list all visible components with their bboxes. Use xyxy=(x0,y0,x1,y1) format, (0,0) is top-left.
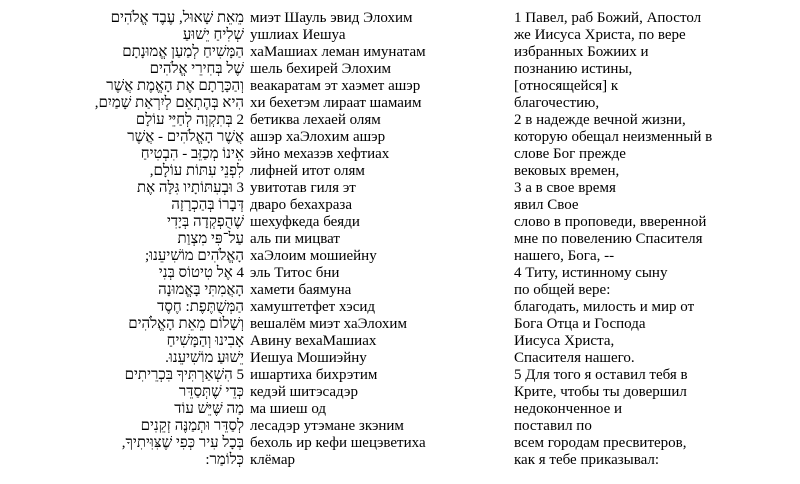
transliteration-line: эль Титос бни xyxy=(250,265,340,280)
transliteration-line: кедэй шитэсадэр xyxy=(250,384,358,399)
transliteration-line: эйно мехазэв хефтиах xyxy=(250,146,390,161)
transliteration-line: хамети баямуна xyxy=(250,282,352,297)
transliteration-line: увитотав гиля эт xyxy=(250,180,356,195)
transliteration-line: шехуфкеда беяди xyxy=(250,214,360,229)
transliteration-line: хамуштетфет хэсид xyxy=(250,299,376,314)
hebrew-line: 5 הִשְׁאַרְתִּיךָ בִּכְרֵיתִים xyxy=(124,367,244,382)
hebrew-line: עַל־פִּי מִצְוַת xyxy=(177,231,244,246)
russian-line: 1 Павел, раб Божий, Апостол xyxy=(514,10,702,25)
hebrew-line: 2 בְּתִקְוָה לְחַיֵּי עוֹלָם xyxy=(135,112,244,127)
russian-line: Спасителя нашего. xyxy=(514,350,635,365)
russian-line: 2 в надежде вечной жизни, xyxy=(514,112,686,127)
transliteration-line: хаЭлоим мошиейну xyxy=(250,248,377,263)
transliteration-line: хи бехетэм лираат шамаим xyxy=(250,95,422,110)
russian-line: 5 Для того я оставил тебя в xyxy=(514,367,688,382)
russian-line: по общей вере: xyxy=(514,282,611,297)
hebrew-line: כְּדֵי שֶׁתְּסַדֵּר xyxy=(178,384,244,399)
hebrew-line: כְּלוֹמַר: xyxy=(205,452,244,467)
hebrew-line: לִפְנֵי עִתּוֹת עוֹלָם, xyxy=(149,163,244,178)
russian-line: нашего, Бога, -- xyxy=(514,248,615,263)
transliteration-line: лифней итот олям xyxy=(250,163,365,178)
russian-line: избранных Божиих и xyxy=(514,44,649,59)
transliteration-line: Авину вехаМашиах xyxy=(250,333,377,348)
transliteration-line: миэт Шауль эвид Элохим xyxy=(250,10,413,25)
russian-line: благодать, милость и мир от xyxy=(514,299,695,314)
russian-line: 4 Титу, истинному сыну xyxy=(514,265,668,280)
transliteration-line: аль пи мицват xyxy=(250,231,340,246)
transliteration-line: хаМашиах леман имунатам xyxy=(250,44,426,59)
transliteration-line: ишартиха бихрэтим xyxy=(250,367,378,382)
transliteration-line: ма шиеш од xyxy=(250,401,327,416)
russian-line: познанию истины, xyxy=(514,61,633,76)
hebrew-line: בְּכָל עִיר כְּפִי שֶׁצִּוִּיתִיךָ, xyxy=(121,435,244,450)
hebrew-line: מַה שֶּׁיֵּשׁ עוֹד xyxy=(174,401,244,416)
russian-line: всем городам пресвитеров, xyxy=(514,435,687,450)
hebrew-line: מֵאֵת שָׁאוּל, עֶבֶד אֱלֹהִים xyxy=(110,10,244,25)
transliteration-line: веакаратам эт хаэмет ашэр xyxy=(250,78,421,93)
hebrew-line: הָאֱלֹהִים מוֹשִׁיעֵנוּ; xyxy=(145,248,244,263)
hebrew-line: אֲשֶׁר הָאֱלֹהִים - אֲשֶׁר xyxy=(127,129,244,144)
hebrew-line: יֵשׁוּעַ מוֹשִׁיעֵנוּ. xyxy=(165,350,244,365)
russian-line: Иисуса Христа, xyxy=(514,333,615,348)
russian-line: же Иисуса Христа, по вере xyxy=(514,27,686,42)
hebrew-line: הַמְּשֻׁתֶּפֶת: חֶסֶד xyxy=(157,299,244,314)
hebrew-line: הַמָּשִׁיחַ לְמַעַן אֱמוּנָתָם xyxy=(122,44,244,59)
russian-line: [относящейся] к xyxy=(514,78,619,93)
russian-line: слово в проповеди, вверенной xyxy=(514,214,707,229)
russian-line: 3 а в свое время xyxy=(514,180,616,195)
hebrew-line: הִיא בְּהֶתְאֵם לְיִרְאַת שָׁמַיִם, xyxy=(94,95,244,110)
russian-line: вековых времен, xyxy=(514,163,620,178)
hebrew-line: הָאֲמִתִּי בָּאֱמוּנָה xyxy=(158,282,244,297)
transliteration-line: дваро бехахраза xyxy=(250,197,353,212)
russian-line: явил Свое xyxy=(514,197,579,212)
hebrew-line: לְסַדֵּר וּתְמַנֶּה זְקֵנִים xyxy=(140,418,244,433)
russian-line: благочестию, xyxy=(514,95,600,110)
russian-line: слове Бог прежде xyxy=(514,146,626,161)
hebrew-line: וְהַכָּרָתָם אֶת הָאֱמֶת אֲשֶׁר xyxy=(106,78,244,93)
transliteration-line: Иешуа Мошиэйну xyxy=(250,350,367,365)
hebrew-line: וְשָׁלוֹם מֵאֵת הָאֱלֹהִים xyxy=(128,316,244,331)
transliteration-line: ашэр хаЭлохим ашэр xyxy=(250,129,386,144)
hebrew-line: שְׁלִיחַ יֵשׁוּעַ xyxy=(182,27,244,42)
hebrew-line: שֶׁהֻפְקְדָה בְּיָדִי xyxy=(166,214,244,229)
transliteration-line: шель бехирей Элохим xyxy=(250,61,391,76)
russian-line: которую обещал неизменный в xyxy=(514,129,713,144)
transliteration-line: бетиква лехаей олям xyxy=(250,112,381,127)
transliteration-line: вешалём миэт хаЭлохим xyxy=(250,316,407,331)
russian-line: мне по повелению Спасителя xyxy=(514,231,703,246)
hebrew-line: דְּבָרוֹ בְּהַכְרָזָה xyxy=(171,197,244,212)
russian-line: Крите, чтобы ты довершил xyxy=(514,384,687,399)
hebrew-line: אֵינוֹ מְכַזֵּב - הִבְטִיחַ xyxy=(140,146,244,161)
hebrew-line: אָבִינוּ וְהַמָּשִׁיחַ xyxy=(166,333,244,348)
transliteration-line: лесадэр утэмане зкэним xyxy=(250,418,404,433)
transliteration-line: ушлиах Иешуа xyxy=(250,27,346,42)
hebrew-line: 4 אֶל טִיטוֹס בְּנִי xyxy=(158,265,244,280)
russian-line: Бога Отца и Господа xyxy=(514,316,646,331)
hebrew-line: שֶׁל בְּחִירֵי אֱלֹהִים xyxy=(149,61,244,76)
transliteration-line: бехоль ир кефи шецэветиха xyxy=(250,435,426,450)
transliteration-line: клёмар xyxy=(250,452,295,467)
hebrew-line: 3 וּבְעִתּוֹתָיו גִּלָּה אֶת xyxy=(137,180,244,195)
russian-line: недоконченное и xyxy=(514,401,623,416)
russian-line: поставил по xyxy=(514,418,592,433)
russian-line: как я тебе приказывал: xyxy=(514,452,660,467)
